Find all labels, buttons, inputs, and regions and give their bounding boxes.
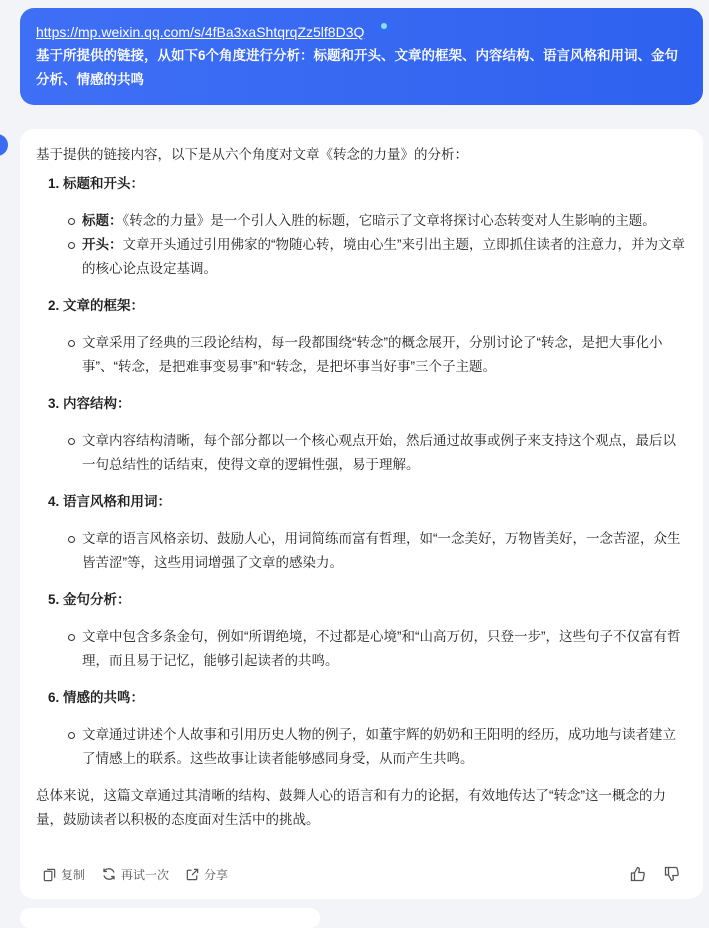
user-message-link[interactable]: https://mp.weixin.qq.com/s/4fBa3xaShtqrqZz5lf8D3Q bbox=[36, 24, 365, 40]
share-button[interactable] bbox=[185, 866, 228, 883]
section-item-list bbox=[68, 625, 685, 673]
section-item-list bbox=[68, 331, 685, 379]
answer-action-bar bbox=[42, 863, 681, 885]
answer-section bbox=[48, 296, 685, 379]
section-item bbox=[68, 625, 685, 673]
section-item-list bbox=[68, 429, 685, 477]
section-title: 3. 内容结构： bbox=[48, 396, 131, 411]
section-item-list bbox=[68, 209, 685, 281]
section-item-list bbox=[68, 723, 685, 771]
section-item bbox=[68, 233, 685, 281]
section-item bbox=[68, 331, 685, 379]
section-title: 6. 情感的共鸣： bbox=[48, 690, 145, 705]
share-button-label: 分享 bbox=[204, 867, 229, 882]
assistant-avatar bbox=[0, 134, 8, 156]
answer-section bbox=[48, 492, 685, 575]
share-icon bbox=[185, 867, 200, 882]
thumbs-down-icon[interactable] bbox=[663, 865, 681, 883]
section-item bbox=[68, 527, 685, 575]
retry-button-label: 再试一次 bbox=[121, 867, 170, 882]
section-title: 2. 文章的框架： bbox=[48, 298, 145, 313]
section-item bbox=[68, 209, 685, 233]
answer-sections bbox=[36, 174, 685, 771]
section-item bbox=[68, 723, 685, 771]
section-item-text: 文章的语言风格亲切、鼓励人心，用词简练而富有哲理，如“一念美好，万物皆美好，一念苦涩，众生皆苦涩”等，这些用词增强了文章的感染力。 bbox=[82, 531, 681, 570]
section-item-text: 文章中包含多条金句，例如“所谓绝境，不过都是心境”和“山高万仞，只登一步”，这些句子不仅富有哲理，而且易于记忆，能够引起读者的共鸣。 bbox=[82, 629, 681, 668]
retry-button[interactable] bbox=[101, 866, 169, 883]
answer-intro: 基于提供的链接内容，以下是从六个角度对文章《转念的力量》的分析： bbox=[36, 147, 468, 162]
copy-icon bbox=[42, 867, 57, 882]
answer-section bbox=[48, 590, 685, 673]
section-item-text: 文章采用了经典的三段论结构，每一段都围绕“转念”的概念展开，分别讨论了“转念，是把大事化小事”、“转念，是把难事变易事”和“转念，是把坏事当好事”三个子主题。 bbox=[82, 335, 663, 374]
section-title: 1. 标题和开头： bbox=[48, 176, 145, 191]
answer-section bbox=[48, 688, 685, 771]
thumbs-up-icon[interactable] bbox=[629, 865, 647, 883]
section-item-text: 文章内容结构清晰，每个部分都以一个核心观点开始，然后通过故事或例子来支持这个观点，最后以一句总结性的话结束，使得文章的逻辑性强，易于理解。 bbox=[82, 433, 676, 472]
user-message-bubble bbox=[20, 8, 703, 105]
section-item-text: 文章开头通过引用佛家的“物随心转，境由心生”来引出主题，立即抓住读者的注意力，并为文章的核心论点设定基调。 bbox=[82, 237, 685, 276]
refresh-icon bbox=[101, 866, 117, 882]
copy-button[interactable] bbox=[42, 866, 85, 883]
assistant-answer-card bbox=[20, 129, 703, 899]
answer-section bbox=[48, 394, 685, 477]
section-item-label: 标题： bbox=[82, 213, 123, 228]
answer-conclusion: 总体来说，这篇文章通过其清晰的结构、鼓舞人心的语言和有力的论据，有效地传达了“转念”这一概念的力量，鼓励读者以积极的态度面对生活中的挑战。 bbox=[36, 788, 666, 827]
feedback-group bbox=[613, 865, 681, 883]
section-item-list bbox=[68, 527, 685, 575]
user-message-text: 基于所提供的链接，从如下6个角度进行分析：标题和开头、文章的框架、内容结构、语言风格和用词、金句分析、情感的共鸣 bbox=[36, 48, 679, 87]
cursor-dot-icon bbox=[381, 23, 387, 29]
section-item-text: 《转念的力量》是一个引人入胜的标题，它暗示了文章将探讨心态转变对人生影响的主题。 bbox=[122, 213, 656, 228]
answer-section bbox=[48, 174, 685, 281]
copy-button-label: 复制 bbox=[61, 867, 86, 882]
section-title: 5. 金句分析： bbox=[48, 592, 131, 607]
section-item-label: 开头： bbox=[82, 237, 123, 252]
next-message-card bbox=[20, 908, 320, 928]
section-title: 4. 语言风格和用词： bbox=[48, 494, 172, 509]
section-item bbox=[68, 429, 685, 477]
section-item-text: 文章通过讲述个人故事和引用历史人物的例子，如董宇辉的奶奶和王阳明的经历，成功地与读者建立了情感上的联系。这些故事让读者能够感同身受，从而产生共鸣。 bbox=[82, 727, 676, 766]
